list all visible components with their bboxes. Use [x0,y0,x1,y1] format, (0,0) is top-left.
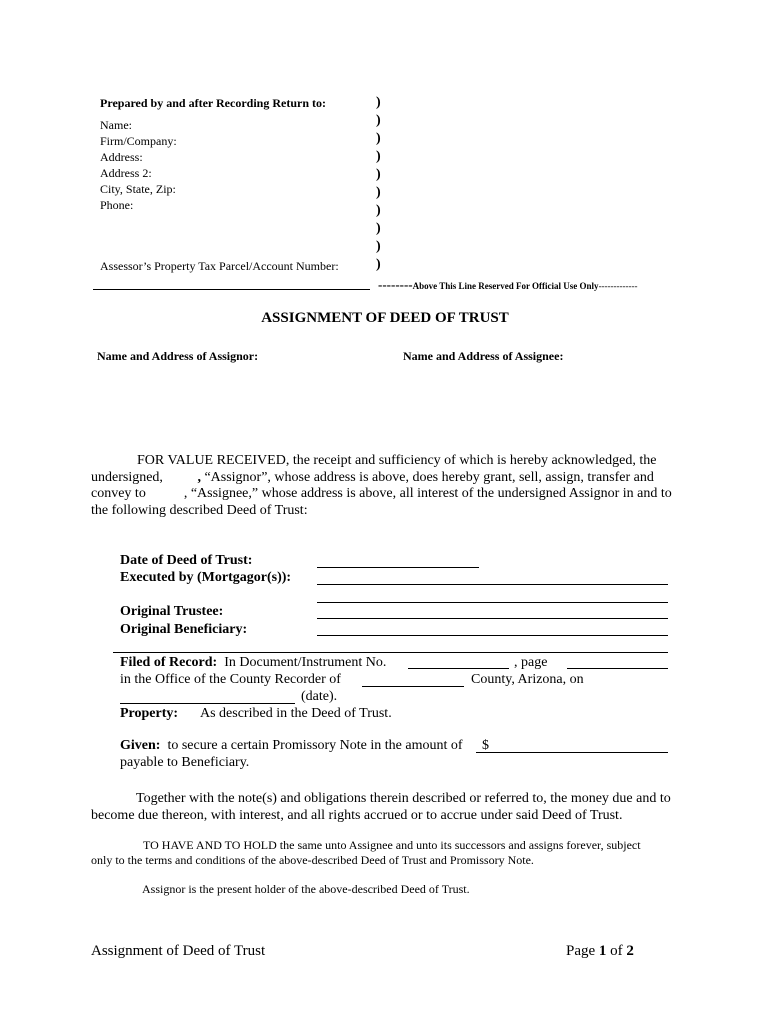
original-beneficiary-label: Original Beneficiary: [120,622,248,637]
prepared-by-label: Prepared by and after Recording Return to: [100,96,326,110]
intro-line-2 [91,470,681,487]
county-arizona-text: County, Arizona, on [471,672,584,687]
page-title: ASSIGNMENT OF DEED OF TRUST [261,310,509,326]
date-suffix-text: (date). [301,689,338,704]
county-recorder-text: in the Office of the County Recorder of [120,672,341,687]
executed-by-label: Executed by (Mortgagor(s)): [120,570,292,585]
habendum-paragraph [91,838,691,868]
page-current: 1 [598,943,607,959]
intro-line-4: the following described Deed of Trust: [91,502,308,518]
payable-text: payable to Beneficiary. [120,755,250,770]
executed-by-blank[interactable] [317,584,668,585]
together-line-1: Together with the note(s) and obligations therein described or referred to, the money due and to [136,791,671,806]
assignee-label: Name and Address of Assignee: [403,349,564,363]
header-rule [93,289,370,290]
page-number-blank[interactable] [567,668,668,669]
address2-field-label: Address 2: [100,166,152,180]
paren-divider: ) [376,203,381,218]
official-use-banner [378,276,638,294]
paren-divider: ) [376,131,381,146]
instrument-number-blank[interactable] [408,668,509,669]
section-rule [113,652,668,653]
paren-divider: ) [376,167,381,182]
county-blank[interactable] [362,686,464,687]
together-line-2: become due thereon, with interest, and all rights accrued or to accrue under said Deed of Trust. [91,808,623,823]
instrument-number-text: In Document/Instrument No. [224,655,387,670]
undersigned-text: undersigned, [91,469,163,485]
page-word: Page [566,943,596,959]
address-field-label: Address: [100,150,143,164]
paren-divider: ) [376,185,381,200]
executed-by-blank-2[interactable] [317,602,668,603]
original-trustee-label: Original Trustee: [120,604,224,619]
property-label: Property: [120,706,179,721]
official-use-trailing: ------------- [598,281,638,291]
paren-divider: ) [376,239,381,254]
page-text: , page [514,655,548,670]
habendum-line-2: only to the terms and conditions of the above-described Deed of Trust and Promissory Note. [91,853,534,867]
firm-field-label: Firm/Company: [100,134,177,148]
date-of-deed-blank[interactable] [317,567,479,568]
page-total: 2 [626,943,634,959]
given-text: to secure a certain Promissory Note in the amount of [167,738,463,753]
original-beneficiary-blank[interactable] [317,635,668,636]
filed-of-record-label: Filed of Record: [120,655,218,670]
intro-line-1: FOR VALUE RECEIVED, the receipt and sufficiency of which is hereby acknowledged, the [137,453,657,468]
holder-statement: Assignor is the present holder of the above-described Deed of Trust. [142,882,470,896]
property-text: As described in the Deed of Trust. [200,706,392,721]
assignor-definition: “Assignor”, whose address is above, does hereby grant, sell, assign, transfer and [204,469,654,485]
convey-to-text: convey to [91,486,146,501]
assignor-comma: , [197,469,201,485]
official-use-dashes: -------- [378,277,413,292]
assignor-label: Name and Address of Assignor: [97,349,259,363]
intro-line-3 [91,486,681,503]
intro-paragraph [91,453,681,519]
name-field-label: Name: [100,118,132,132]
given-label: Given: [120,738,161,753]
page-of: of [610,943,623,959]
dollar-sign: $ [482,738,489,753]
paren-divider: ) [376,221,381,236]
footer-document-title: Assignment of Deed of Trust [91,943,266,959]
original-trustee-blank[interactable] [317,618,668,619]
assignee-definition: , “Assignee,” whose address is above, all interest of the undersigned Assignor in and to [183,486,672,501]
filed-of-record-line [120,655,386,671]
note-amount-blank[interactable] [476,752,668,753]
paren-divider: ) [376,149,381,164]
parcel-number-label: Assessor’s Property Tax Parcel/Account Number: [100,259,339,273]
phone-field-label: Phone: [100,198,134,212]
habendum-line-1: TO HAVE AND TO HOLD the same unto Assignee and unto its successors and assigns forever, subject [143,838,641,852]
paren-divider: ) [376,257,381,272]
official-use-text: Above This Line Reserved For Official Use Only [412,281,599,291]
together-paragraph [91,790,691,824]
paren-divider: ) [376,113,381,128]
recording-date-blank[interactable] [120,703,295,704]
paren-divider: ) [376,95,381,110]
city-field-label: City, State, Zip: [100,182,176,196]
date-of-deed-label: Date of Deed of Trust: [120,553,253,568]
given-line [120,738,463,754]
page-indicator [566,943,634,960]
